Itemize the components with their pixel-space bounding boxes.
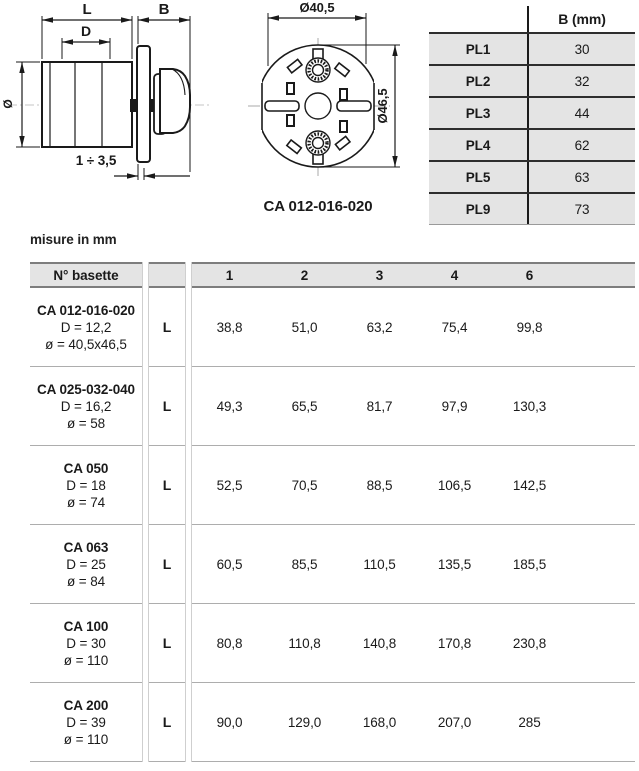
value-cell: 135,5	[437, 556, 472, 572]
dim-label-width: Ø40,5	[299, 0, 335, 15]
pl-row-label: PL9	[429, 194, 529, 224]
pl-row-value: 32	[574, 73, 590, 89]
series-d: D = 12,2	[60, 319, 112, 335]
value-cell: 80,8	[216, 635, 243, 651]
pl-dimension-table	[429, 6, 635, 225]
table-row	[30, 604, 635, 683]
l-cell: L	[162, 556, 172, 572]
value-cell: 168,0	[362, 714, 397, 730]
pl-row-value: 30	[574, 41, 590, 57]
pl-row-label: PL3	[429, 98, 529, 128]
value-cell: 110,8	[288, 635, 321, 651]
table-row	[30, 683, 635, 762]
value-cell: 38,8	[216, 319, 243, 335]
value-cell: 81,7	[366, 398, 393, 414]
l-cell: L	[162, 398, 172, 414]
pl-row-value: 63	[574, 169, 590, 185]
series-name: CA 100	[63, 618, 109, 634]
series-d: D = 25	[66, 556, 106, 572]
series-diameter: ø = 110	[63, 731, 109, 747]
value-cell: 60,5	[216, 556, 243, 572]
dim-label-gap: 1 ÷ 3,5	[75, 153, 117, 168]
value-cell: 97,9	[441, 398, 468, 414]
dim-label-d: D	[80, 23, 92, 39]
series-diameter: ø = 84	[66, 573, 106, 589]
value-cell: 49,3	[216, 398, 243, 414]
value-cell: 130,3	[512, 398, 547, 414]
front-view-drawing	[228, 0, 428, 218]
series-name: CA 050	[63, 460, 109, 476]
table-row	[429, 64, 635, 96]
value-cell: 70,5	[291, 477, 318, 493]
series-name: CA 063	[63, 539, 109, 555]
pl-table-body	[429, 32, 635, 225]
pl-row-value: 73	[574, 201, 590, 217]
l-cell: L	[162, 714, 172, 730]
pl-row-value: 44	[574, 105, 590, 121]
series-diameter: ø = 40,5x46,5	[45, 336, 127, 352]
value-cell: 230,8	[512, 635, 547, 651]
value-cell: 106,5	[437, 477, 472, 493]
dim-label-diameter: Ø	[1, 99, 15, 109]
column-separator	[185, 262, 192, 762]
column-header-basette: N° basette	[53, 267, 119, 283]
table-row	[30, 367, 635, 446]
pl-row-value: 62	[574, 137, 590, 153]
value-cell: 90,0	[216, 714, 243, 730]
front-view-caption: CA 012-016-020	[263, 198, 373, 215]
value-cell: 85,5	[291, 556, 318, 572]
column-header-3: 3	[375, 267, 384, 283]
units-note: misure in mm	[30, 232, 117, 247]
main-table-header-row	[30, 262, 635, 288]
series-diameter: ø = 58	[66, 415, 106, 431]
table-row	[429, 32, 635, 64]
pl-row-label: PL1	[429, 34, 529, 64]
value-cell: 51,0	[291, 319, 318, 335]
value-cell: 110,5	[363, 556, 396, 572]
value-cell: 63,2	[366, 319, 393, 335]
value-cell: 88,5	[366, 477, 393, 493]
value-cell: 75,4	[441, 319, 468, 335]
value-cell: 142,5	[512, 477, 547, 493]
l-cell: L	[162, 477, 172, 493]
side-view-drawing	[0, 0, 224, 200]
value-cell: 207,0	[437, 714, 472, 730]
value-cell: 285	[518, 714, 541, 730]
series-d: D = 16,2	[60, 398, 112, 414]
series-diameter: ø = 110	[63, 652, 109, 668]
table-row	[30, 446, 635, 525]
series-diameter: ø = 74	[66, 494, 106, 510]
series-d: D = 18	[66, 477, 106, 493]
column-header-4: 4	[450, 267, 459, 283]
table-row	[429, 160, 635, 192]
series-name: CA 200	[63, 697, 109, 713]
series-name: CA 025-032-040	[37, 381, 135, 397]
pl-row-label: PL4	[429, 130, 529, 160]
pl-table-header-row	[429, 6, 635, 32]
pl-header-empty-cell	[429, 6, 529, 32]
value-cell: 52,5	[216, 477, 243, 493]
value-cell: 129,0	[287, 714, 322, 730]
column-header-6: 6	[525, 267, 534, 283]
dim-label-height: Ø46,5	[375, 88, 390, 124]
column-header-1: 1	[225, 267, 234, 283]
table-row	[30, 525, 635, 604]
column-header-2: 2	[300, 267, 309, 283]
main-dimensions-table	[30, 262, 635, 762]
dim-label-l: L	[82, 1, 92, 18]
value-cell: 170,8	[437, 635, 472, 651]
column-separator	[142, 262, 149, 762]
table-row	[429, 96, 635, 128]
series-d: D = 30	[66, 635, 106, 651]
pl-header-b-mm: B (mm)	[558, 11, 606, 27]
pl-row-label: PL5	[429, 162, 529, 192]
pl-row-label: PL2	[429, 66, 529, 96]
series-d: D = 39	[66, 714, 106, 730]
l-cell: L	[162, 635, 172, 651]
value-cell: 99,8	[516, 319, 543, 335]
table-row	[30, 288, 635, 367]
table-row	[429, 192, 635, 225]
value-cell: 65,5	[291, 398, 318, 414]
series-name: CA 012-016-020	[37, 302, 135, 318]
table-row	[429, 128, 635, 160]
value-cell: 140,8	[362, 635, 397, 651]
l-cell: L	[162, 319, 172, 335]
dim-label-b: B	[158, 1, 170, 18]
value-cell: 185,5	[512, 556, 547, 572]
